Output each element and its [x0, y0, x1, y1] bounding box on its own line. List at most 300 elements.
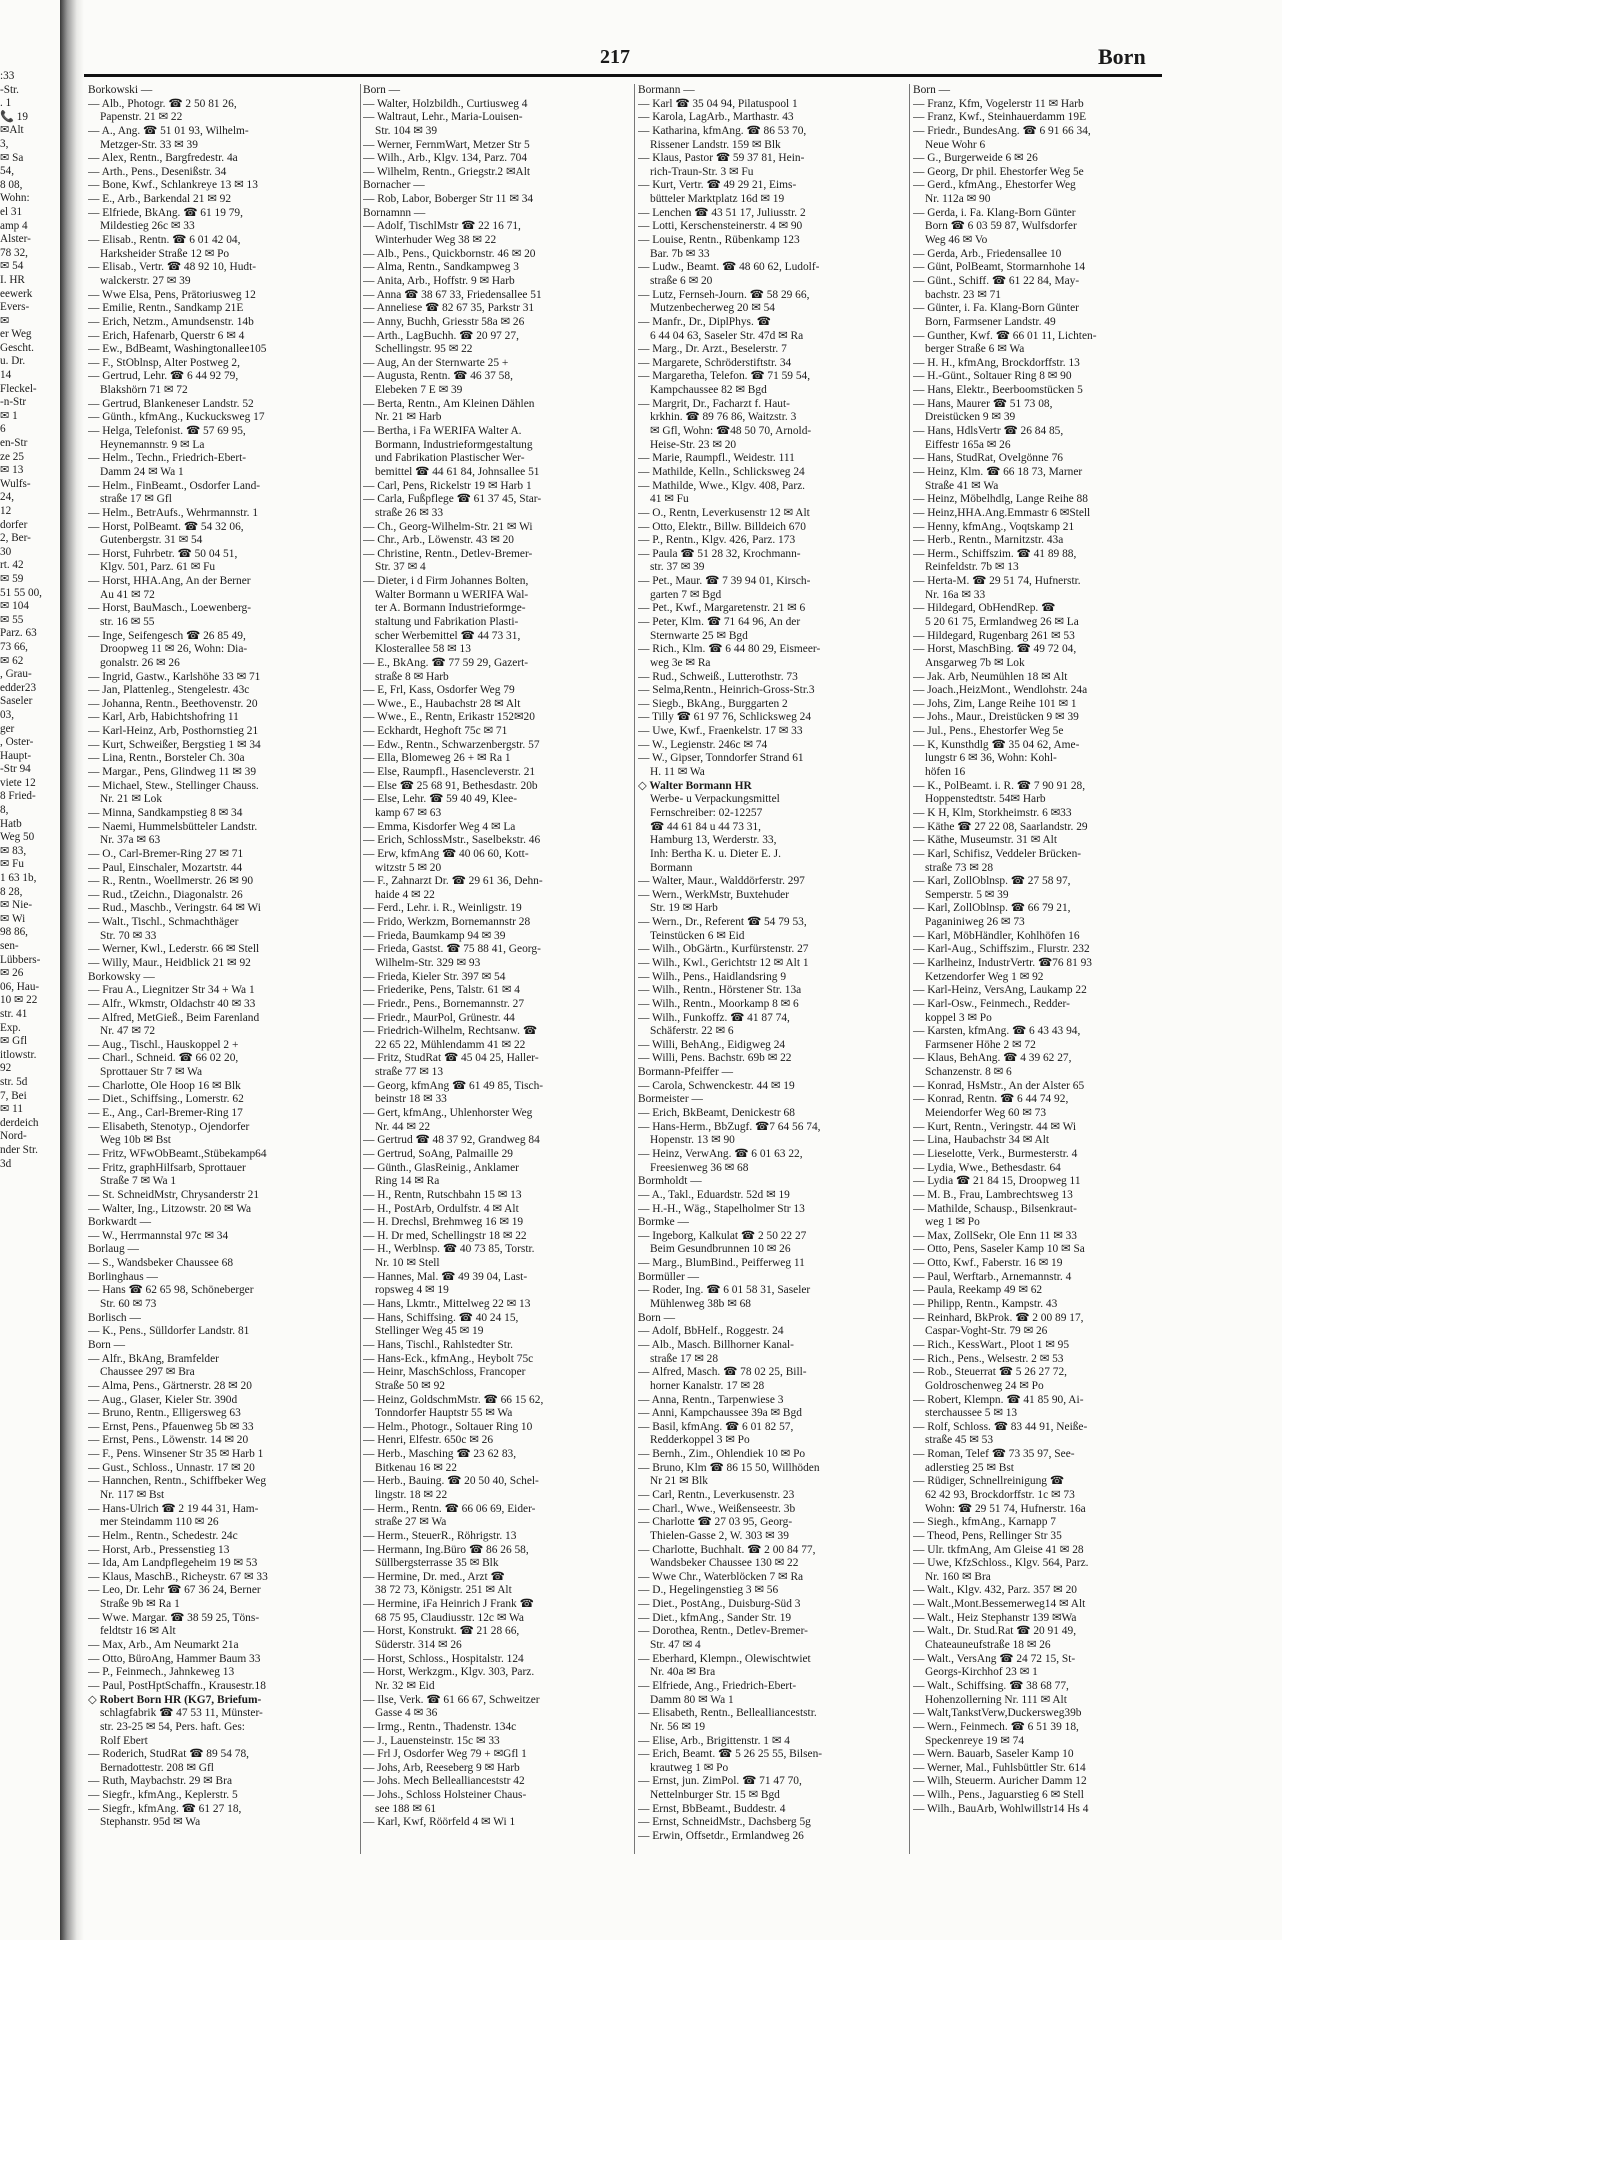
directory-entry: — Diet., kfmAng., Sander Str. 19	[638, 1611, 792, 1624]
directory-entry: — Marg., BlumBind., Peifferweg 11	[638, 1257, 805, 1270]
left-fragment-line: I. HR	[0, 273, 25, 286]
directory-entry: — Wilh., Pens., Haidlandsring 9	[638, 970, 787, 983]
directory-entry: — Fritz, graphHilfsarb, Sprottauer	[88, 1161, 246, 1174]
directory-entry: Nr. 40a ✉ Bra	[650, 1666, 716, 1679]
directory-entry: — Konrad, HsMstr., An der Alster 65	[913, 1079, 1085, 1092]
directory-entry: — Hans-Herm., BbZugf. ☎7 64 56 74,	[638, 1120, 821, 1133]
directory-entry: — Johs., Maur., Dreistücken 9 ✉ 39	[913, 711, 1079, 724]
directory-entry: schlagfabrik ☎ 47 53 11, Münster-	[100, 1707, 263, 1720]
directory-entry: — Gerd., kfmAng., Ehestorfer Weg	[913, 179, 1076, 192]
left-fragment-line: 10 ✉ 22	[0, 994, 38, 1007]
directory-entry: — Hannes, Mal. ☎ 49 39 04, Last-	[363, 1270, 528, 1283]
directory-entry: Süderstr. 314 ✉ 26	[375, 1639, 462, 1652]
left-fragment-line: 8,	[0, 804, 9, 817]
directory-entry: — Max, ZollSekr, Ole Enn 11 ✉ 33	[913, 1229, 1078, 1242]
left-fragment-line: ✉ Fu	[0, 858, 24, 871]
left-fragment-line: ✉ 83,	[0, 844, 27, 857]
directory-entry: — Lieselotte, Verk., Burmesterstr. 4	[913, 1147, 1078, 1160]
directory-entry: — P., Rentn., Klgv. 426, Parz. 173	[638, 534, 796, 547]
left-fragment-line: eewerk	[0, 287, 33, 300]
directory-entry: — Elfriede, BkAng. ☎ 61 19 79,	[88, 206, 243, 219]
directory-entry: — Hans, StudRat, Ovelgönne 76	[913, 452, 1063, 465]
directory-entry: — H. Dr med, Schellingstr 18 ✉ 22	[363, 1229, 527, 1242]
directory-entry: Heise-Str. 23 ✉ 20	[650, 438, 737, 451]
directory-entry: Harksheider Straße 12 ✉ Po	[100, 247, 230, 260]
directory-entry: — Helm., Photogr., Soltauer Ring 10	[363, 1420, 533, 1433]
left-fragment-line: Evers-	[0, 301, 30, 314]
directory-entry: Wandsbeker Chaussee 130 ✉ 22	[650, 1557, 799, 1570]
directory-entry: — Käthe, Museumstr. 31 ✉ Alt	[913, 834, 1058, 847]
directory-entry: — K., Pens., Sülldorfer Landstr. 81	[88, 1325, 250, 1338]
surname-heading: Bormann —	[638, 84, 695, 96]
left-fragment-line: Haupt-	[0, 749, 32, 762]
left-fragment-line: 92	[0, 1062, 12, 1075]
directory-entry: — Else, Raumpfl., Hasencleverstr. 21	[363, 766, 536, 779]
left-fragment-line: 24,	[0, 491, 14, 504]
directory-entry: — Herm., Schiffszim. ☎ 41 89 88,	[913, 547, 1077, 560]
directory-entry: H. 11 ✉ Wa	[650, 766, 705, 779]
directory-entry: — Paula, Reekamp 49 ✉ 62	[913, 1284, 1043, 1297]
directory-entry: — Paula ☎ 51 28 32, Krochmann-	[638, 547, 801, 560]
directory-entry: — Carla, Fußpflege ☎ 61 37 45, Star-	[363, 493, 542, 506]
left-fragment-line: 3d	[0, 1157, 12, 1170]
surname-heading: Bormke —	[638, 1216, 689, 1229]
surname-heading: Born —	[638, 1311, 676, 1324]
directory-entry: — Marie, Raumpfl., Weidestr. 111	[638, 452, 795, 465]
directory-entry: straße 17 ✉ 28	[650, 1352, 719, 1365]
directory-entry: scher Werbemittel ☎ 44 73 31,	[375, 629, 521, 642]
directory-entry: — Inge, Seifengesch ☎ 26 85 49,	[88, 629, 246, 642]
directory-entry: — Erich, SchlossMstr., Saselbekstr. 46	[363, 834, 541, 847]
left-fragment-line: ✉ 54	[0, 260, 24, 273]
left-fragment-line: 12	[0, 505, 12, 517]
left-fragment-line: 98 86,	[0, 926, 28, 939]
directory-entry: — Bone, Kwf., Schlankreye 13 ✉ 13	[88, 179, 258, 192]
directory-entry: Bitkenau 16 ✉ 22	[375, 1461, 457, 1474]
directory-entry: Nr. 47 ✉ 72	[100, 1025, 156, 1038]
directory-entry: — Horst, BauMasch., Loewenberg-	[88, 602, 252, 615]
directory-entry: ☎ 44 61 84 u 44 73 31,	[650, 820, 762, 833]
left-fragment-line: Gescht.	[0, 341, 34, 354]
directory-entry: Blakshörn 71 ✉ 72	[100, 384, 188, 397]
directory-entry: — Karl, Kwf, Röörfeld 4 ✉ Wi 1	[363, 1816, 516, 1829]
directory-entry: Nr. 117 ✉ Bst	[100, 1488, 165, 1501]
left-fragment-line: ✉ Sa	[0, 151, 24, 164]
directory-entry: — A., Takl., Eduardstr. 52d ✉ 19	[638, 1188, 790, 1201]
directory-entry: — Henri, Elfestr. 650c ✉ 26	[363, 1434, 494, 1447]
directory-entry: Stellinger Weg 45 ✉ 19	[375, 1325, 484, 1338]
directory-entry: — Wilh., Pens., Jaguarstieg 6 ✉ Stell	[913, 1789, 1084, 1802]
directory-entry: — Margaretha, Telefon. ☎ 71 59 54,	[638, 370, 811, 383]
directory-entry: — Werner, Kwl., Lederstr. 66 ✉ Stell	[88, 943, 260, 956]
directory-entry: — Günter, i. Fa. Klang-Born Günter	[913, 302, 1079, 315]
directory-entry: — Kurt, Schweißer, Bergstieg 1 ✉ 34	[88, 738, 261, 751]
directory-entry: — Ilse, Verk. ☎ 61 66 67, Schweitzer	[363, 1693, 540, 1706]
directory-entry: — Alfr., BkAng, Bramfelder	[88, 1352, 219, 1365]
left-fragment-line: ✉	[0, 314, 10, 327]
directory-entry: — Gerda, i. Fa. Klang-Born Günter	[913, 206, 1076, 219]
directory-entry: Nr. 21 ✉ Lok	[100, 793, 163, 806]
directory-entry: — Marg., Dr. Arzt., Beselerstr. 7	[638, 343, 787, 356]
directory-column-2	[363, 84, 633, 1854]
directory-entry: — Wwe Chr., Waterblöcken 7 ✉ Ra	[638, 1570, 804, 1583]
directory-entry: — Frido, Werkzm, Bornemannstr 28	[363, 916, 531, 929]
directory-entry: ✉ Gfl, Wohn: ☎48 50 70, Arnold-	[650, 425, 812, 438]
directory-entry: — Wwe Elsa, Pens, Prätoriusweg 12	[88, 288, 256, 301]
directory-entry: sterchaussee 5 ✉ 13	[925, 1407, 1018, 1420]
directory-entry: Bormann	[650, 861, 693, 874]
directory-entry: — Johs, Zim, Lange Reihe 101 ✉ 1	[913, 697, 1077, 710]
directory-entry: — Karsten, kfmAng. ☎ 6 43 43 94,	[913, 1025, 1081, 1038]
directory-entry: Klosterallee 58 ✉ 13	[375, 643, 471, 656]
directory-entry: — Leo, Dr. Lehr ☎ 67 36 24, Berner	[88, 1584, 261, 1597]
directory-entry: — Else ☎ 25 68 91, Bethesdastr. 20b	[363, 779, 538, 792]
directory-entry: — Heinz, VerwAng. ☎ 6 01 63 22,	[638, 1147, 803, 1160]
directory-entry: Tonndorfer Hauptstr 55 ✉ Wa	[375, 1407, 513, 1420]
directory-entry: — Siegfr., kfmAng., Keplerstr. 5	[88, 1789, 238, 1802]
directory-entry: — Hermine, iFa Heinrich J Frank ☎	[363, 1598, 534, 1611]
directory-entry: — Wwe. Margar. ☎ 38 59 25, Töns-	[88, 1611, 260, 1624]
directory-entry: Walter Bormann u WERIFA Wal-	[375, 588, 529, 601]
directory-entry: Beim Gesundbrunnen 10 ✉ 26	[650, 1243, 791, 1256]
directory-entry: — F., Zahnarzt Dr. ☎ 29 61 36, Dehn-	[363, 875, 543, 888]
directory-entry: Gasse 4 ✉ 36	[375, 1707, 438, 1720]
directory-entry: — E, Frl, Kass, Osdorfer Weg 79	[363, 684, 515, 697]
directory-entry: — Georg, Dr phil. Ehestorfer Weg 5e	[913, 165, 1084, 178]
left-fragment-line: ✉ 1	[0, 409, 18, 422]
directory-entry: — Carl, Rentn., Leverkusenstr. 23	[638, 1488, 795, 1501]
directory-entry: Hoppenstedtstr. 54✉ Harb	[925, 793, 1046, 806]
directory-entry: — Elisab., Vertr. ☎ 48 92 10, Hudt-	[88, 261, 257, 274]
directory-entry: Gutenbergstr. 31 ✉ 54	[100, 534, 203, 547]
directory-entry: — Bruno, Rentn., Elligersweg 63	[88, 1407, 241, 1420]
directory-entry: — Wilh., Rentn., Hörstener Str. 13a	[638, 984, 802, 997]
directory-entry: — Heinz, Möbelhdlg, Lange Reihe 88	[913, 493, 1088, 506]
directory-entry: ter A. Bormann Industrieformge-	[375, 602, 526, 615]
directory-entry: Born, Farmsener Landstr. 49	[925, 315, 1056, 328]
directory-entry: 5 20 61 75, Ermlandweg 26 ✉ La	[925, 615, 1079, 628]
directory-entry: — Heinz, GoldschmMstr. ☎ 66 15 62,	[363, 1393, 544, 1406]
left-page-fragment	[0, 70, 60, 1940]
directory-entry: — Naemi, Hummelsbütteler Landstr.	[88, 820, 258, 833]
directory-entry: — Ernst, Pens., Pfauenweg 5b ✉ 33	[88, 1420, 254, 1433]
directory-column-1	[88, 84, 358, 1854]
directory-entry: — H. Drechsl, Brehmweg 16 ✉ 19	[363, 1216, 524, 1229]
directory-entry: Nr. 37a ✉ 63	[100, 834, 161, 847]
directory-entry: — M. B., Frau, Lambrechtsweg 13	[913, 1188, 1073, 1201]
left-fragment-line: ✉ 26	[0, 967, 24, 980]
directory-entry: — Otto, Pens, Saseler Kamp 10 ✉ Sa	[913, 1243, 1085, 1256]
directory-entry: — Ferd., Lehr. i. R., Weinligstr. 19	[363, 902, 522, 915]
directory-entry: — Herb., Bauing. ☎ 20 50 40, Schel-	[363, 1475, 539, 1488]
directory-entry: — Otto, BüroAng, Hammer Baum 33	[88, 1652, 261, 1665]
directory-entry: Dreistücken 9 ✉ 39	[925, 411, 1016, 424]
directory-entry: — Horst, Werkzgm., Klgv. 303, Parz.	[363, 1666, 535, 1679]
left-fragment-line: Wohn:	[0, 192, 30, 205]
directory-entry: 22 65 22, Mühlendamm 41 ✉ 22	[375, 1038, 526, 1051]
directory-entry: Nr. 21 ✉ Harb	[375, 411, 442, 424]
directory-entry: — Alb., Pens., Quickbornstr. 46 ✉ 20	[363, 247, 536, 260]
directory-entry: — Mathilde, Wwe., Klgv. 408, Parz.	[638, 479, 806, 492]
directory-entry: straße 8 ✉ Harb	[375, 670, 449, 683]
directory-entry: — O., Carl-Bremer-Ring 27 ✉ 71	[88, 847, 244, 860]
directory-entry: — Mathilde, Schausp., Bilsenkraut-	[913, 1202, 1077, 1215]
directory-entry: — Walt,TankstVerw,Duckersweg39b	[913, 1707, 1082, 1720]
directory-entry: — Rich., KessWart., Ploot 1 ✉ 95	[913, 1338, 1070, 1351]
directory-entry: — Rob., Steuerrat ☎ 5 26 27 72,	[913, 1366, 1068, 1379]
directory-entry: — K., PolBeamt. i. R. ☎ 7 90 91 28,	[913, 779, 1086, 792]
directory-entry: Bormann, Industrieformgestaltung	[375, 438, 533, 451]
directory-entry: Rissener Landstr. 159 ✉ Blk	[650, 138, 781, 151]
directory-entry: — Heinz, Klm. ☎ 66 18 73, Marner	[913, 465, 1083, 478]
left-fragment-line: 2, Ber-	[0, 532, 31, 545]
directory-entry: — Friederike, Pens, Talstr. 61 ✉ 4	[363, 984, 520, 997]
directory-entry: — Charl., Schneid. ☎ 66 02 20,	[88, 1052, 239, 1065]
directory-entry: — Alma, Rentn., Sandkampweg 3	[363, 261, 519, 274]
directory-entry: — R., Rentn., Woellmerstr. 26 ✉ 90	[88, 875, 254, 888]
left-fragment-line: ✉ 104	[0, 600, 29, 613]
directory-entry: — Wern., WerkMstr, Buxtehuder	[638, 888, 790, 901]
directory-entry: haide 4 ✉ 22	[375, 888, 435, 901]
directory-entry: — Edw., Rentn., Schwarzenbergstr. 57	[363, 738, 540, 751]
directory-entry: Nr. 44 ✉ 22	[375, 1120, 431, 1133]
directory-entry: — Paul, PostHptSchaffn., Krausestr.18	[88, 1679, 266, 1692]
directory-entry: ropsweg 4 ✉ 19	[375, 1284, 449, 1297]
directory-entry: — Max, Arb., Am Neumarkt 21a	[88, 1639, 239, 1652]
directory-entry: — Louise, Rentn., Rübenkamp 123	[638, 234, 800, 247]
directory-entry: — Ernst, jun. ZimPol. ☎ 71 47 70,	[638, 1775, 802, 1788]
directory-entry: — Heinz,HHA.Ang.Emmastr 6 ✉Stell	[913, 506, 1091, 519]
directory-entry: — Anny, Buchh, Griesstr 58a ✉ 26	[363, 315, 525, 328]
directory-entry: Mühlenweg 38b ✉ 68	[650, 1298, 751, 1311]
directory-entry: Str. 37 ✉ 4	[375, 561, 426, 574]
directory-entry: — Anita, Arb., Hoffstr. 9 ✉ Harb	[363, 274, 515, 287]
directory-entry: — Pet., Maur. ☎ 7 39 94 01, Kirsch-	[638, 575, 811, 588]
directory-entry: — Karl-Heinz, Arb, Posthornstieg 21	[88, 725, 259, 738]
directory-entry: — Margarete, Schröderstiftstr. 34	[638, 356, 792, 369]
directory-entry: Bernadottestr. 208 ✉ Gfl	[100, 1761, 214, 1774]
directory-entry: — Bertha, i Fa WERIFA Walter A.	[363, 425, 522, 438]
left-fragment-line: nder Str.	[0, 1143, 38, 1156]
directory-entry: straße 77 ✉ 13	[375, 1066, 444, 1079]
directory-entry: — W., Herrmannstal 97c ✉ 34	[88, 1229, 229, 1242]
surname-heading: Borkowski —	[88, 84, 153, 96]
directory-entry: Nettelnburger Str. 15 ✉ Bgd	[650, 1789, 780, 1802]
directory-entry: — H., Rentn, Rutschbahn 15 ✉ 13	[363, 1188, 522, 1201]
directory-entry: — Anna, Rentn., Tarpenwiese 3	[638, 1393, 784, 1406]
directory-entry: — E., Arb., Barkendal 21 ✉ 92	[88, 193, 232, 206]
directory-entry: Straße 9b ✉ Ra 1	[100, 1598, 180, 1611]
directory-entry: — Michael, Stew., Stellinger Chauss.	[88, 779, 259, 792]
directory-entry: — Otto, Kwf., Faberstr. 16 ✉ 19	[913, 1257, 1063, 1270]
directory-entry: — Klaus, BehAng. ☎ 4 39 62 27,	[913, 1052, 1072, 1065]
directory-entry: — Günth., kfmAng., Kuckucksweg 17	[88, 411, 265, 424]
left-fragment-line: Nord-	[0, 1130, 27, 1143]
left-fragment-line: sen-	[0, 940, 19, 952]
left-fragment-line: -Str 94	[0, 763, 31, 776]
left-fragment-line: Parz. 63	[0, 627, 37, 640]
directory-entry: Born ☎ 6 03 59 87, Wulfsdorfer	[925, 220, 1077, 233]
directory-entry: — Walt., Schiffsing. ☎ 38 68 77,	[913, 1679, 1069, 1692]
directory-entry: — Horst, HHA.Ang, An der Berner	[88, 575, 251, 588]
directory-entry: 38 72 73, Königstr. 251 ✉ Alt	[375, 1584, 512, 1597]
directory-entry: — P., Feinmech., Jahnkeweg 13	[88, 1666, 235, 1679]
directory-entry: Georgs-Kirchhof 23 ✉ 1	[925, 1666, 1038, 1679]
directory-entry: gonalstr. 26 ✉ 26	[100, 656, 180, 669]
directory-entry: Chaussee 297 ✉ Bra	[100, 1366, 195, 1379]
left-fragment-line: 3,	[0, 137, 9, 150]
directory-entry: — Ludw., Beamt. ☎ 48 60 62, Ludolf-	[638, 261, 820, 274]
directory-entry: — Erich, Beamt. ☎ 5 26 25 55, Bilsen-	[638, 1748, 823, 1761]
left-fragment-line: 03,	[0, 708, 14, 721]
left-fragment-line: Alster-	[0, 233, 31, 246]
directory-entry: mer Steindamm 110 ✉ 26	[100, 1516, 219, 1529]
directory-entry: — Karl-Osw., Feinmech., Redder-	[913, 997, 1070, 1010]
directory-entry: ◇ Robert Born HR (KG7, Briefum-	[88, 1693, 262, 1706]
directory-entry: Hohenzollerning Nr. 111 ✉ Alt	[925, 1693, 1067, 1706]
directory-entry: — Lina, Haubachstr 34 ✉ Alt	[913, 1134, 1050, 1147]
directory-entry: — Rolf, Schloss. ☎ 83 44 91, Neiße-	[913, 1420, 1088, 1433]
directory-entry: Inh: Bertha K. u. Dieter E. J.	[650, 847, 781, 860]
directory-entry: — Wern. Bauarb, Saseler Kamp 10	[913, 1748, 1074, 1761]
directory-entry: Ring 14 ✉ Ra	[375, 1175, 440, 1188]
directory-entry: 41 ✉ Fu	[650, 493, 689, 506]
surname-heading: Borlinghaus —	[88, 1270, 158, 1283]
directory-entry: — Lenchen ☎ 43 51 17, Juliusstr. 2	[638, 206, 806, 219]
directory-entry: — K, Kunsthdlg ☎ 35 04 62, Ame-	[913, 738, 1080, 751]
directory-entry: — Gunther, Kwf. ☎ 66 01 11, Lichten-	[913, 329, 1097, 342]
directory-entry: Schanzenstr. 8 ✉ 6	[925, 1066, 1012, 1079]
directory-entry: — Henny, kfmAng., Voqtskamp 21	[913, 520, 1075, 533]
directory-entry: beinstr 18 ✉ 33	[375, 1093, 447, 1106]
directory-entry: — Tilly ☎ 61 97 76, Schlicksweg 24	[638, 711, 812, 724]
directory-entry: Straße 7 ✉ Wa 1	[100, 1175, 177, 1188]
directory-entry: — Herta-M. ☎ 29 51 74, Hufnerstr.	[913, 575, 1081, 588]
directory-entry: — Horst, PolBeamt. ☎ 54 32 06,	[88, 520, 244, 533]
directory-entry: — D., Hegelingenstieg 3 ✉ 56	[638, 1584, 779, 1597]
directory-entry: Straße 41 ✉ Wa	[925, 479, 999, 492]
directory-entry: — Irmg., Rentn., Thadenstr. 134c	[363, 1720, 517, 1733]
directory-entry: Nr. 112a ✉ 90	[925, 193, 991, 206]
directory-entry: — Gertrud, Lehr. ☎ 6 44 92 79,	[88, 370, 239, 383]
directory-entry: — Friedr., MaurPol, Grünestr. 44	[363, 1011, 515, 1024]
directory-entry: — Gertrud, Blankeneser Landstr. 52	[88, 397, 254, 410]
directory-entry: — Erwin, Offsetdr., Ermlandweg 26	[638, 1830, 804, 1842]
directory-entry: — O., Rentn, Leverkusenstr 12 ✉ Alt	[638, 506, 810, 519]
directory-entry: — Frieda, Baumkamp 94 ✉ 39	[363, 929, 506, 942]
surname-heading: Bornacher —	[363, 179, 425, 192]
directory-entry: str. 16 ✉ 55	[100, 615, 155, 628]
left-fragment-line: Hatb	[0, 817, 22, 830]
directory-entry: — Erw, kfmAng ☎ 40 06 60, Kott-	[363, 847, 529, 860]
directory-entry: Sternwarte 25 ✉ Bgd	[650, 629, 748, 642]
directory-entry: straße 17 ✉ Gfl	[100, 493, 172, 506]
directory-entry: — Hermann, Ing.Büro ☎ 86 26 58,	[363, 1543, 529, 1556]
directory-entry: — H.-Günt., Soltauer Ring 8 ✉ 90	[913, 370, 1072, 383]
directory-entry: weg 3e ✉ Ra	[650, 656, 711, 669]
directory-entry: — Klaus, MaschB., Richeystr. 67 ✉ 33	[88, 1570, 268, 1583]
surname-heading: Bormeister —	[638, 1093, 703, 1106]
directory-entry: — Herm., Rentn. ☎ 66 06 69, Eider-	[363, 1502, 536, 1515]
directory-entry: Rolf Ebert	[100, 1734, 148, 1747]
directory-entry: — Hermine, Dr. med., Arzt ☎	[363, 1570, 505, 1583]
directory-entry: 6 44 04 63, Saseler Str. 47d ✉ Ra	[650, 329, 804, 342]
directory-entry: Redderkoppel 3 ✉ Po	[650, 1434, 750, 1447]
book-binding-shadow	[60, 0, 84, 1940]
directory-entry: — Walt., Dr. Stud.Rat ☎ 20 91 49,	[913, 1625, 1077, 1638]
directory-entry: — Erich, Hafenarb, Querstr 6 ✉ 4	[88, 329, 245, 342]
directory-entry: höfen 16	[925, 766, 966, 779]
left-fragment-line: ✉ 11	[0, 1103, 23, 1116]
directory-entry: Sprottauer Str 7 ✉ Wa	[100, 1066, 203, 1079]
left-fragment-line: Lübbers-	[0, 953, 41, 966]
directory-entry: und Fabrikation Plastischer Wer-	[375, 452, 525, 465]
directory-entry: — Horst, Fuhrbetr. ☎ 50 04 51,	[88, 547, 238, 560]
directory-entry: Nr. 16a ✉ 33	[925, 588, 986, 601]
column-divider	[360, 84, 361, 1854]
directory-entry: — Helm., BetrAufs., Wehrmannstr. 1	[88, 506, 259, 519]
directory-entry: — Minna, Sandkampstieg 8 ✉ 34	[88, 806, 243, 819]
directory-entry: Mutzenbecherweg 20 ✉ 54	[650, 302, 775, 315]
directory-entry: — Lotti, Kerschensteinerstr. 4 ✉ 90	[638, 220, 803, 233]
directory-entry: — Charl., Wwe., Weißenseestr. 3b	[638, 1502, 796, 1515]
directory-entry: — Walt.,Mont.Bessemerweg14 ✉ Alt	[913, 1598, 1086, 1611]
directory-entry: — Elfriede, Ang., Friedrich-Ebert-	[638, 1679, 797, 1692]
directory-entry: — Hannchen, Rentn., Schiffbeker Weg	[88, 1475, 267, 1488]
directory-entry: Bar. 7b ✉ 33	[650, 247, 710, 260]
directory-entry: — Uwe, Kwf., Fraenkelstr. 17 ✉ 33	[638, 725, 803, 738]
left-fragment-line: edder23	[0, 681, 37, 694]
directory-entry: — Gust., Schloss., Unnastr. 17 ✉ 20	[88, 1461, 255, 1474]
directory-entry: Freesienweg 36 ✉ 68	[650, 1161, 749, 1174]
left-fragment-line: ✉ Gfl	[0, 1035, 28, 1048]
directory-entry: — Wilh, Steuerm. Auricher Damm 12	[913, 1775, 1087, 1788]
directory-entry: Speckenreye 19 ✉ 74	[925, 1734, 1025, 1747]
directory-entry: — Käthe ☎ 27 22 08, Saarlandstr. 29	[913, 820, 1088, 833]
directory-entry: — Herb., Rentn., Marnitzstr. 43a	[913, 534, 1064, 547]
left-fragment-line: , Oster-	[0, 736, 34, 749]
directory-entry: — Adolf, TischlMstr ☎ 22 16 71,	[363, 220, 521, 233]
directory-entry: — Christine, Rentn., Detlev-Bremer-	[363, 547, 533, 560]
left-fragment-line: Exp.	[0, 1021, 21, 1034]
directory-entry: Neue Wohr 6	[925, 138, 986, 151]
left-fragment-line: ger	[0, 722, 15, 735]
directory-entry: — G., Burgerweide 6 ✉ 26	[913, 152, 1038, 165]
left-fragment-line: 14	[0, 369, 12, 382]
directory-entry: — Karola, LagArb., Marthastr. 43	[638, 111, 794, 124]
directory-entry: — Hildegard, ObHendRep. ☎	[913, 602, 1056, 615]
surname-heading: Born —	[363, 84, 401, 96]
directory-entry: — Helga, Telefonist. ☎ 57 69 95,	[88, 425, 246, 438]
directory-entry: — Dorothea, Rentn., Detlev-Bremer-	[638, 1625, 808, 1638]
column-divider	[909, 84, 910, 1854]
directory-entry: — Manfr., Dr., DiplPhys. ☎	[638, 315, 771, 328]
directory-entry: — Hans, Elektr., Beerboomstücken 5	[913, 384, 1083, 397]
left-fragment-line: 06, Hau-	[0, 980, 40, 993]
directory-entry: — Dieter, i d Firm Johannes Bolten,	[363, 575, 529, 588]
directory-entry: — Jul., Pens., Ehestorfer Weg 5e	[913, 725, 1064, 738]
directory-entry: Metzger-Str. 33 ✉ 39	[100, 138, 198, 151]
directory-entry: — Wilh., Rentn., Moorkamp 8 ✉ 6	[638, 997, 799, 1010]
directory-entry: — Rud., tZeichn., Diagonalstr. 26	[88, 888, 243, 901]
directory-entry: — Siegb., BkAng., Burggarten 2	[638, 697, 788, 710]
directory-entry: — Eckhardt, Heghoft 75c ✉ 71	[363, 725, 508, 738]
directory-entry: — Karl, Arb, Habichtshofring 11	[88, 711, 239, 724]
directory-entry: 68 75 95, Claudiusstr. 12c ✉ Wa	[375, 1611, 524, 1624]
directory-entry: — Karl, MöbHändler, Kohlhöfen 16	[913, 929, 1080, 942]
left-fragment-line: 6	[0, 423, 6, 436]
directory-entry: — Günt, PolBeamt, Stormarnhohe 14	[913, 261, 1086, 274]
